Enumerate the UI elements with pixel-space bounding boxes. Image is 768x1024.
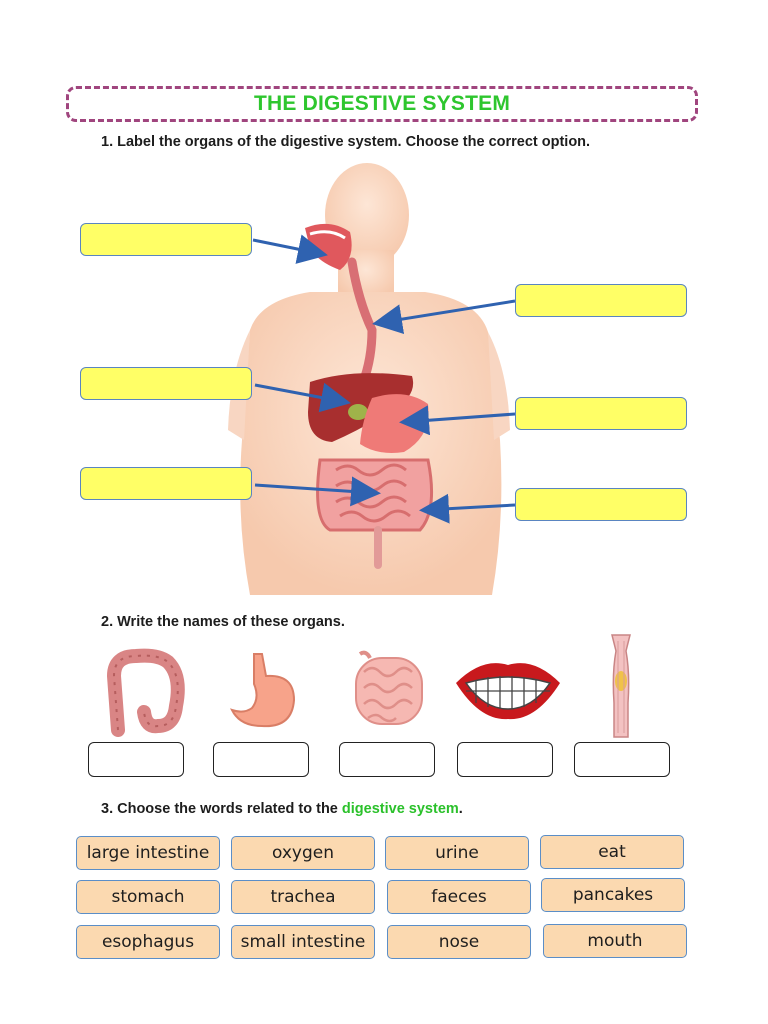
label-box-stomach[interactable] <box>515 397 687 430</box>
stomach-icon <box>222 650 306 734</box>
word-option-pancakes[interactable]: pancakes <box>541 878 685 912</box>
answer-box-5[interactable] <box>574 742 670 777</box>
word-option-esophagus[interactable]: esophagus <box>76 925 220 959</box>
word-option-eat[interactable]: eat <box>540 835 684 869</box>
word-option-faeces[interactable]: faeces <box>387 880 531 914</box>
label-box-small-intestine[interactable] <box>80 467 252 500</box>
word-option-oxygen[interactable]: oxygen <box>231 836 375 870</box>
word-option-small-intestine[interactable]: small intestine <box>231 925 375 959</box>
answer-box-1[interactable] <box>88 742 184 777</box>
word-option-urine[interactable]: urine <box>385 836 529 870</box>
large-intestine-icon <box>96 646 188 738</box>
section-3-heading-highlight: digestive system <box>341 801 459 817</box>
label-box-liver[interactable] <box>80 367 252 400</box>
word-option-mouth[interactable]: mouth <box>543 924 687 958</box>
label-box-esophagus[interactable] <box>515 284 687 317</box>
word-option-large-intestine[interactable]: large intestine <box>76 836 220 870</box>
section-3-heading-suffix: . <box>458 801 463 817</box>
label-box-mouth[interactable] <box>80 223 252 256</box>
word-option-nose[interactable]: nose <box>387 925 531 959</box>
section-2-heading: 2. Write the names of these organs. <box>101 614 345 630</box>
mouth-organ <box>305 224 352 270</box>
section-1-heading: 1. Label the organs of the digestive system. Choose the correct option. <box>101 134 591 150</box>
answer-box-2[interactable] <box>213 742 309 777</box>
page-title: THE DIGESTIVE SYSTEM <box>253 92 511 115</box>
answer-box-4[interactable] <box>457 742 553 777</box>
word-option-stomach[interactable]: stomach <box>76 880 220 914</box>
word-option-trachea[interactable]: trachea <box>231 880 375 914</box>
esophagus-icon <box>606 633 636 739</box>
mouth-icon <box>452 655 564 721</box>
label-box-large-intestine[interactable] <box>515 488 687 521</box>
small-intestine-icon <box>350 648 430 736</box>
section-3-heading <box>101 801 463 817</box>
section-3-heading-prefix: 3. Choose the words related to the <box>101 801 342 817</box>
answer-box-3[interactable] <box>339 742 435 777</box>
